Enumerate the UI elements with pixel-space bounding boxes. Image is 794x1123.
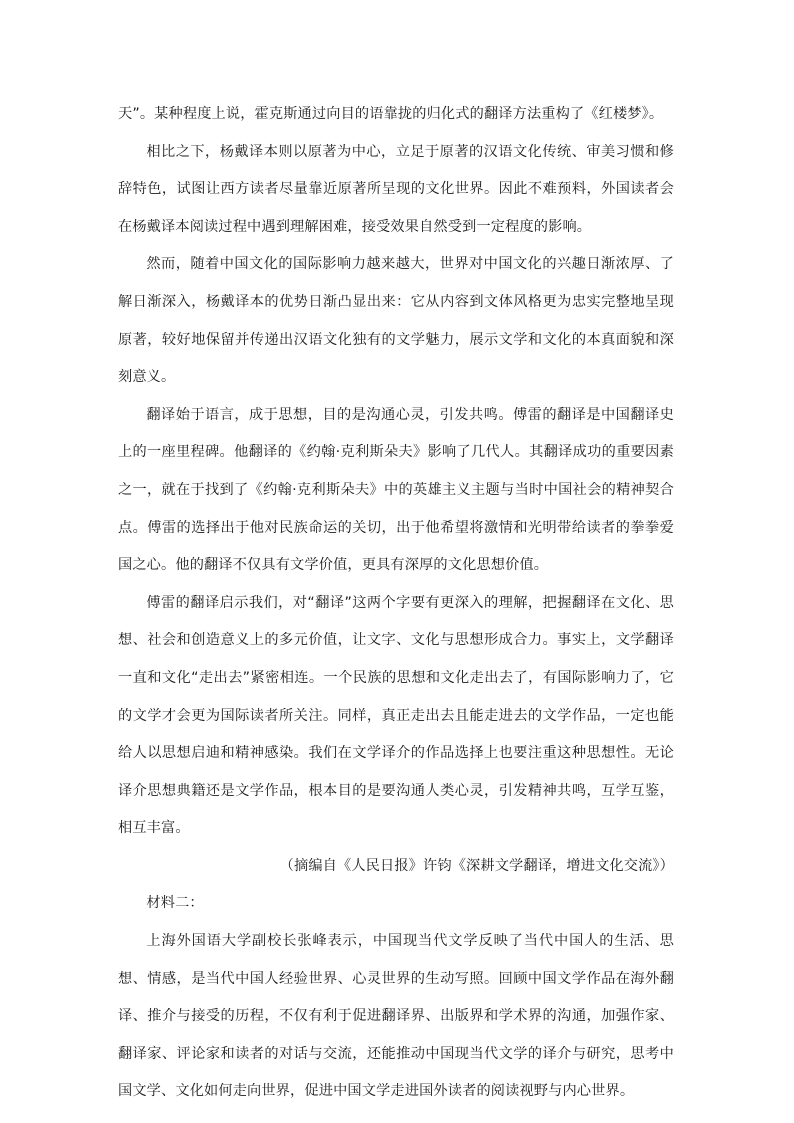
- paragraph-material-2: 上海外国语大学副校长张峰表示，中国现当代文学反映了当代中国人的生活、思想、情感，是当代中国人经验世界、心灵世界的生动写照。回顾中国文学作品在海外翻译、推介与接受的历程，不仅有利于促进翻译界、出版界和学术界的沟通，加强作家、翻译家、评论家和读者的对话与交流，还能推动中国现当代文学的译介与研究，思考中国文学、文化如何走向世界，促进中国文学走进国外读者的阅读视野与内心世界。: [118, 933, 674, 1100]
- document-page: [118, 96, 674, 1111]
- paragraph-yang-dai-advantage: 然而，随着中国文化的国际影响力越来越大，世界对中国文化的兴趣日渐浓厚、了解日渐深入，杨戴译本的优势日渐凸显出来：它从内容到文体风格更为忠实完整地呈现原著，较好地保留并传递出汉语文化独有的文学魅力，展示文学和文化的本真面貌和深刻意义。: [118, 256, 674, 386]
- paragraph-fu-lei-translation: 翻译始于语言，成于思想，目的是沟通心灵，引发共鸣。傅雷的翻译是中国翻译史上的一座里程碑。他翻译的《约翰·克利斯朵夫》影响了几代人。其翻译成功的重要因素之一，就在于找到了《约翰·克利斯朵夫》中的英雄主义主题与当时中国社会的精神契合点。傅雷的选择出于他对民族命运的关切，出于他希望将激情和光明带给读者的拳拳爱国之心。他的翻译不仅具有文学价值，更具有深厚的文化思想价值。: [118, 406, 674, 574]
- paragraph-fu-lei-inspiration: 傅雷的翻译启示我们，对“翻译”这两个字要有更深入的理解，把握翻译在文化、思想、社会和创造意义上的多元价值，让文字、文化与思想形成合力。事实上，文学翻译一直和文化“走出去”紧密相连。一个民族的思想和文化走出去了，有国际影响力了，它的文学才会更为国际读者所关注。同样，真正走出去且能走进去的文学作品，一定也能给人以思想启迪和精神感染。我们在文学译介的作品选择上也要注重这种思想性。无论译介思想典籍还是文学作品，根本目的是要沟通人类心灵，引发精神共鸣，互学互鉴，相互丰富。: [118, 594, 674, 837]
- paragraph-yang-dai-translation: 相比之下，杨戴译本则以原著为中心，立足于原著的汉语文化传统、审美习惯和修辞特色，试图让西方读者尽量靠近原著所呈现的文化世界。因此不难预料，外国读者会在杨戴译本阅读过程中遇到理解困难，接受效果自然受到一定程度的影响。: [118, 143, 674, 235]
- paragraph-continuation: 天”。某种程度上说，霍克斯通过向目的语靠拢的归化式的翻译方法重构了《红楼梦》。: [118, 106, 664, 122]
- material-2-heading: 材料二：: [146, 895, 204, 912]
- source-citation: （摘编自《人民日报》许钧《深耕文学翻译，增进文化交流》）: [279, 857, 674, 874]
